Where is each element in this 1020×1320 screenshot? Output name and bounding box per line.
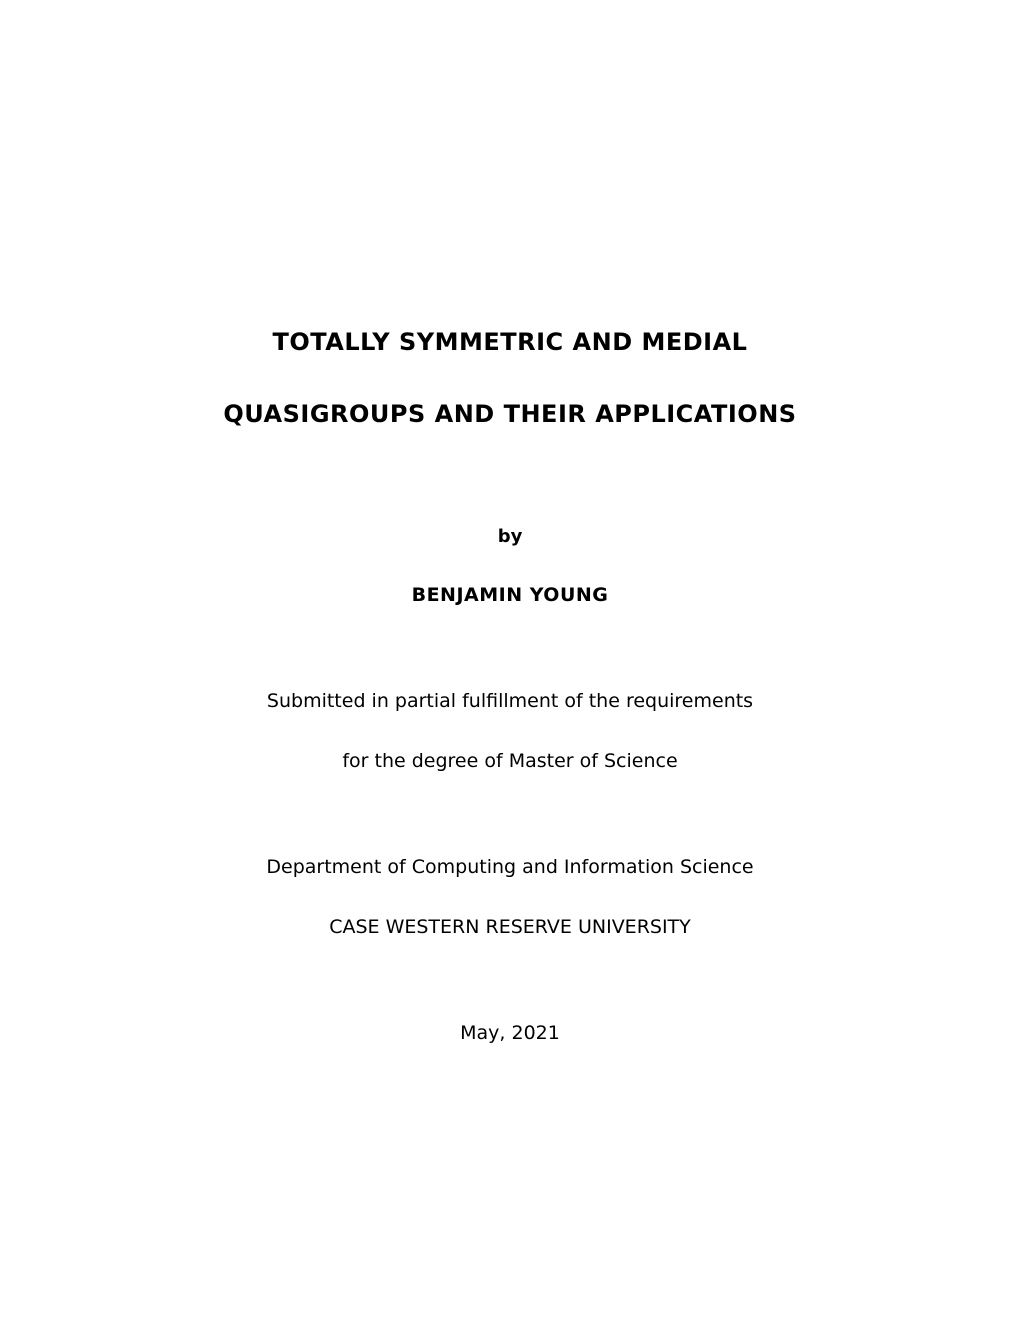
submission-line-1: Submitted in partial fulfillment of the requirements bbox=[266, 690, 754, 712]
title-line-2: QUASIGROUPS AND THEIR APPLICATIONS bbox=[223, 400, 797, 428]
author-name: BENJAMIN YOUNG bbox=[411, 584, 609, 606]
by-label: by bbox=[497, 526, 523, 547]
submission-date: May, 2021 bbox=[460, 1022, 560, 1044]
submission-line-2: for the degree of Master of Science bbox=[342, 750, 678, 772]
title-line-1: TOTALLY SYMMETRIC AND MEDIAL bbox=[272, 328, 748, 356]
department-name: Department of Computing and Information Science bbox=[266, 856, 754, 878]
university-name: CASE WESTERN RESERVE UNIVERSITY bbox=[329, 916, 691, 938]
